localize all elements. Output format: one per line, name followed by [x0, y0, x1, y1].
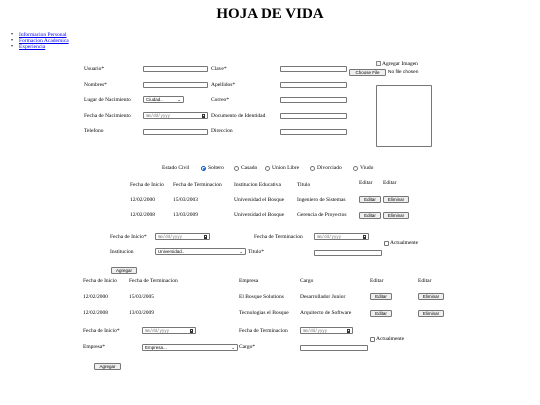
experiencia-actualmente-checkbox[interactable] — [370, 337, 375, 342]
profile-image-alt: Agregar Imagen — [382, 61, 418, 67]
date-placeholder: mm/dd/yyyy — [303, 328, 328, 333]
experiencia-header-editar: Editar — [370, 278, 384, 284]
formacion-row-1-titulo: Ingeniero de Sistemas — [297, 197, 346, 203]
broken-image-icon — [376, 61, 381, 66]
documento-input[interactable] — [280, 113, 347, 119]
formacion-fecha-fin-label: Fecha de Terminacion — [254, 234, 303, 240]
telefono-label: Telefono — [84, 128, 104, 134]
nav-link-formacion-academica[interactable]: Formacion Academica — [19, 38, 69, 44]
experiencia-header-editar-2: Editar — [418, 278, 432, 284]
experiencia-cargo-label: Cargo* — [239, 344, 256, 350]
experiencia-row-2-editar-button[interactable]: Editar — [370, 310, 392, 317]
page-title: HOJA DE VIDA — [216, 6, 324, 22]
date-placeholder: mm/dd/yyyy — [317, 234, 342, 239]
chevron-down-icon: ⌄ — [231, 345, 235, 350]
formacion-actualmente-label: Actualmente — [390, 240, 419, 246]
experiencia-fecha-inicio-input[interactable] — [142, 327, 196, 334]
direccion-input[interactable] — [280, 129, 347, 135]
no-file-text: No file chosen — [388, 70, 419, 75]
radio-union-libre-label: Union Libre — [272, 165, 300, 171]
section-nav — [10, 32, 69, 50]
experiencia-row-1-editar-button[interactable]: Editar — [370, 293, 392, 300]
experiencia-row-2-cargo: Arquitecto de Software — [300, 310, 352, 316]
ciudad-select[interactable] — [143, 96, 184, 103]
radio-viudo-label: Viudo — [360, 165, 374, 171]
nav-item-experiencia — [10, 44, 69, 50]
formacion-row-2-editar-button[interactable]: Editar — [359, 212, 381, 219]
formacion-header-inicio: Fecha de Inicio — [130, 182, 164, 188]
experiencia-row-1-empresa: El Bosque Solutions — [239, 294, 284, 300]
experiencia-row-1-inicio: 12/02/2000 — [83, 294, 109, 300]
calendar-icon — [190, 329, 194, 333]
formacion-row-1-editar-button[interactable]: Editar — [359, 196, 381, 203]
usuario-input[interactable] — [143, 66, 208, 72]
formacion-row-2-inicio: 12/02/2008 — [130, 212, 156, 218]
date-placeholder: mm/dd/yyyy — [145, 328, 170, 333]
date-placeholder: mm/dd/yyyy — [146, 113, 171, 118]
formacion-header-terminacion: Fecha de Terminacion — [173, 182, 222, 188]
formacion-row-2-fin: 13/03/2009 — [173, 212, 199, 218]
formacion-row-1-eliminar-button[interactable]: Eliminar — [383, 196, 409, 203]
radio-union-libre[interactable] — [265, 166, 270, 171]
experiencia-row-2-empresa: Tecnologias el Bosque — [239, 310, 289, 316]
date-placeholder: mm/dd/yyyy — [158, 234, 183, 239]
experiencia-row-1-cargo: Desarrollador Junior — [300, 294, 346, 300]
experiencia-row-2-fin: 13/03/2009 — [129, 310, 155, 316]
lugar-nacimiento-label: Lugar de Nacimiento — [84, 97, 131, 103]
formacion-fecha-inicio-label: Fecha de Inicio* — [110, 234, 147, 240]
estado-civil-label: Estado Civil — [162, 165, 190, 171]
documento-label: Documento de Identidad — [211, 113, 266, 119]
profile-image — [376, 61, 418, 67]
experiencia-empresa-label: Empresa* — [83, 344, 105, 350]
formacion-row-1-fin: 15/03/2003 — [173, 197, 199, 203]
formacion-row-1-inicio: 12/02/2000 — [130, 197, 156, 203]
correo-label: Correo* — [211, 97, 230, 103]
formacion-row-2-eliminar-button[interactable]: Eliminar — [383, 212, 409, 219]
clave-input[interactable] — [280, 66, 347, 72]
formacion-institucion-label: Institucion — [110, 249, 134, 255]
formacion-header-editar: Editar — [359, 180, 373, 186]
formacion-fecha-fin-input[interactable] — [314, 233, 369, 240]
experiencia-actualmente-label: Actualmente — [376, 336, 405, 342]
calendar-icon — [202, 114, 206, 118]
radio-divorciado[interactable] — [310, 166, 315, 171]
formacion-row-2-institucion: Universidad el Bosque — [234, 212, 285, 218]
experiencia-agregar-button[interactable]: Agregar — [94, 363, 121, 370]
calendar-icon — [347, 329, 351, 333]
telefono-input[interactable] — [143, 129, 208, 135]
experiencia-header-inicio: Fecha de Inicio — [83, 278, 117, 284]
apellidos-label: Apellidos* — [211, 82, 236, 88]
nombres-input[interactable] — [143, 82, 208, 88]
formacion-titulo-input[interactable] — [314, 250, 382, 256]
experiencia-fecha-fin-input[interactable] — [300, 327, 353, 334]
formacion-institucion-select[interactable] — [155, 248, 246, 255]
formacion-agregar-button[interactable]: Agregar — [111, 267, 137, 274]
fecha-nacimiento-label: Fecha de Nacimiento — [84, 113, 131, 119]
experiencia-row-2-eliminar-button[interactable]: Eliminar — [418, 310, 444, 317]
direccion-label: Direccion — [211, 128, 233, 134]
formacion-row-2-titulo: Gerencia de Proyectos — [297, 212, 347, 218]
apellidos-input[interactable] — [280, 82, 347, 88]
formacion-actualmente-checkbox[interactable] — [384, 241, 389, 246]
formacion-titulo-label: Titulo* — [248, 249, 265, 255]
experiencia-header-cargo: Cargo — [300, 278, 314, 284]
experiencia-cargo-input[interactable] — [300, 345, 368, 351]
experiencia-fecha-inicio-label: Fecha de Inicio* — [83, 328, 120, 334]
image-preview-area[interactable] — [376, 85, 432, 147]
experiencia-row-1-fin: 15/03/2005 — [129, 294, 155, 300]
formacion-row-1-institucion: Universidad el Bosque — [234, 197, 285, 203]
usuario-label: Usuario* — [84, 66, 105, 72]
nav-link-informacion-personal[interactable]: Informacion Personal — [19, 32, 67, 38]
formacion-fecha-inicio-input[interactable] — [155, 233, 210, 240]
experiencia-row-1-eliminar-button[interactable]: Eliminar — [418, 293, 444, 300]
radio-casado-label: Casado — [241, 165, 258, 171]
nombres-label: Nombres* — [84, 82, 107, 88]
clave-label: Clave* — [211, 66, 227, 72]
formacion-header-titulo: Titulo — [297, 182, 311, 188]
experiencia-header-empresa: Empresa — [239, 278, 259, 284]
fecha-nacimiento-input[interactable] — [143, 112, 208, 119]
radio-soltero[interactable] — [201, 166, 206, 171]
nav-link-experiencia[interactable]: Experiencia — [19, 44, 46, 50]
formacion-header-institucion: Institucion Educativa — [234, 182, 281, 188]
experiencia-empresa-select-value: Empresa... — [145, 345, 167, 350]
experiencia-row-2-inicio: 12/02/2008 — [83, 310, 109, 316]
calendar-icon — [363, 235, 367, 239]
chevron-down-icon: ⌄ — [239, 249, 243, 254]
calendar-icon — [204, 235, 208, 239]
radio-casado[interactable] — [234, 166, 239, 171]
experiencia-header-terminacion: Fecha de Terminacion — [129, 278, 178, 284]
experiencia-fecha-fin-label: Fecha de Terminacion — [239, 328, 288, 334]
chevron-down-icon: ⌄ — [177, 97, 181, 102]
radio-viudo[interactable] — [353, 166, 358, 171]
correo-input[interactable] — [280, 97, 347, 103]
experiencia-empresa-select[interactable] — [142, 344, 238, 351]
radio-soltero-label: Soltero — [208, 165, 224, 171]
formacion-header-editar-2: Editar — [383, 180, 397, 186]
choose-file-button[interactable]: Choose File — [349, 69, 386, 76]
radio-divorciado-label: Divorciado — [317, 165, 342, 171]
formacion-institucion-select-value: Universidad.. — [158, 249, 185, 254]
ciudad-select-value: Ciudad.. — [146, 97, 163, 102]
